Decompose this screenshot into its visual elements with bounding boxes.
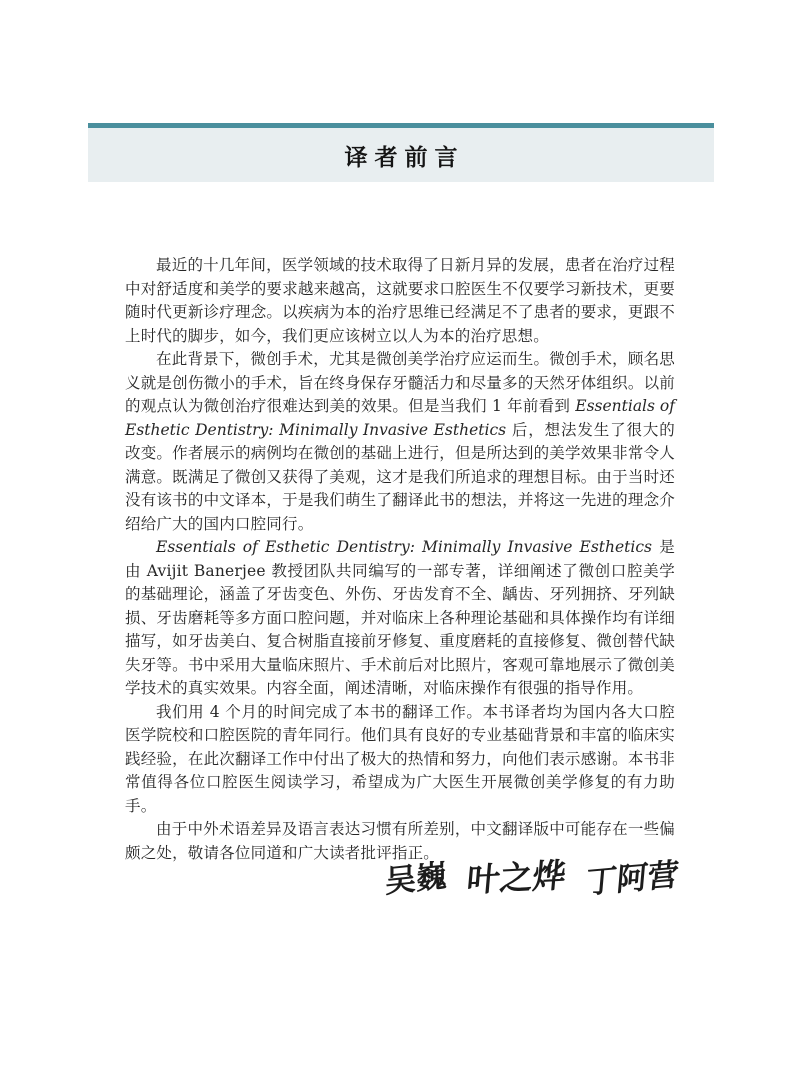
- preface-paragraph: [125, 536, 675, 701]
- page-title: 译者前言: [344, 143, 465, 171]
- preface-header: [88, 123, 714, 182]
- text-run: 我们用 4 个月的时间完成了本书的翻译工作。本书译者均为国内各大口腔医学院校和口腔医院的青年同行。他们具有良好的专业基础背景和丰富的临床实践经验，在此次翻译工作中付出了极大的热情和努力，向他们表示感谢。本书非常值得各位口腔医生阅读学习，希望成为广大医生开展微创美学修复的有力助手。: [125, 702, 675, 815]
- preface-body-text: [125, 254, 675, 865]
- signature-handwritten: 丁阿营: [584, 856, 681, 901]
- book-title-italic: Essentials of Esthetic Dentistry: Minimally Invasive Esthetics: [156, 538, 652, 556]
- text-run: 由于中外术语差异及语言表达习惯有所差别，中文翻译版中可能存在一些偏颇之处，敬请各位同道和广大读者批评指正。: [125, 820, 675, 862]
- text-run: 后，想法发生了很大的改变。作者展示的病例均在微创的基础上进行，但是所达到的美学效果非常令人满意。既满足了微创又获得了美观，这才是我们所追求的理想目标。由于当时还没有该书的中文译本，于是我们萌生了翻译此书的想法，并将这一先进的理念介绍给广大的国内口腔同行。: [125, 420, 675, 533]
- signature-handwritten: 叶之烨: [465, 854, 568, 900]
- translator-signatures: [385, 840, 681, 910]
- text-run: 是由 Avijit Banerjee 教授团队共同编写的一部专著，详细阐述了微创口腔美学的基础理论，涵盖了牙齿变色、外伤、牙齿发育不全、龋齿、牙列拥挤、牙列缺损、牙齿磨耗等多方面口腔问题，并对临床上各种理论基础和具体操作均有详细描写，如牙齿美白、复合树脂直接前牙修复、重度磨耗的直接修复、微创替代缺失牙等。书中采用大量临床照片、手术前后对比照片，客观可靠地展示了微创美学技术的真实效果。内容全面，阐述清晰，对临床操作有很强的指导作用。: [125, 538, 675, 697]
- book-title-italic: Essentials of Esthetic Dentistry: Minimally Invasive Esthetics: [125, 397, 675, 439]
- preface-paragraph: [125, 701, 675, 819]
- preface-paragraph: [125, 348, 675, 536]
- preface-paragraph: [125, 254, 675, 348]
- paragraph-container: [125, 254, 675, 865]
- text-run: 在此背景下，微创手术，尤其是微创美学治疗应运而生。微创手术，顾名思义就是创伤微小的手术，旨在终身保存牙髓活力和尽量多的天然牙体组织。以前的观点认为微创治疗很难达到美的效果。但是当我们 1 年前看到: [125, 350, 675, 415]
- signature-handwritten: 吴巍: [385, 857, 447, 900]
- title-band: [88, 128, 714, 182]
- text-run: 最近的十几年间，医学领域的技术取得了日新月异的发展，患者在治疗过程中对舒适度和美学的要求越来越高，这就要求口腔医生不仅要学习新技术，更要随时代更新诊疗理念。以疾病为本的治疗思维已经满足不了患者的要求，更跟不上时代的脚步，如今，我们更应该树立以人为本的治疗思想。: [125, 256, 675, 345]
